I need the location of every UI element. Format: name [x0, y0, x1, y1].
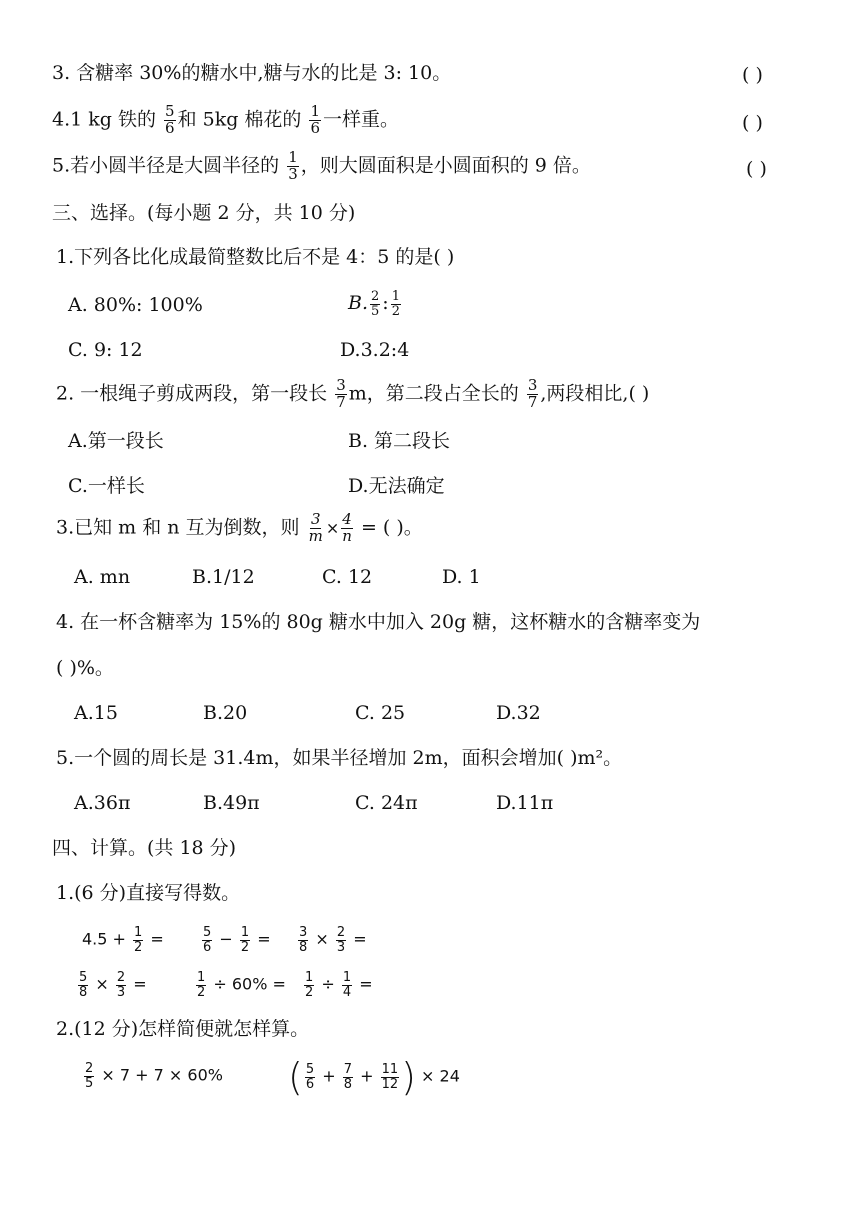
- fraction-1-6: $\frac{1}{6}$: [310, 102, 321, 137]
- choice-q4-stem: 4. 在一杯含糖率为 15%的 80g 糖水中加入 20g 糖，这杯糖水的含糖率变为: [56, 611, 701, 633]
- fraction-5-8: $\frac{5}{8}$: [79, 970, 88, 1000]
- fraction-2-3: $\frac{2}{3}$: [336, 925, 346, 955]
- choice-q2-stem: [56, 378, 649, 411]
- judge-question-5: [52, 150, 591, 183]
- fraction-1-2: $\frac{1}{2}$: [305, 970, 314, 1000]
- fraction-1-2: $\frac{1}{2}$: [134, 925, 143, 955]
- fraction-3-7-b: $\frac{3}{7}$: [527, 376, 538, 411]
- q4-text-c: 一样重。: [323, 108, 400, 131]
- fraction-3-8: $\frac{3}{8}$: [299, 925, 308, 955]
- fraction-5-6: $\frac{5}{6}$: [305, 1061, 315, 1092]
- choice-q4-option-b[interactable]: B.20: [203, 702, 248, 724]
- section-4-title: 四、计算。(共 18 分): [52, 837, 237, 859]
- choice-q4-option-a[interactable]: A.15: [74, 702, 118, 724]
- expr-5[interactable]: $\frac{1}{2}$ ÷ 60% =: [197, 970, 286, 1000]
- expr-7[interactable]: $\frac{2}{5}$ × 7 + 7 × 60%: [85, 1061, 223, 1091]
- fraction-11-12: $\frac{11}{12}$: [381, 1061, 399, 1092]
- choice-q5-option-a[interactable]: A.36π: [74, 792, 131, 814]
- choice-q5-option-d[interactable]: D.11π: [496, 792, 554, 814]
- choice-q1-option-a[interactable]: A. 80%: 100%: [68, 294, 203, 316]
- fraction-1-3: $\frac{1}{3}$: [288, 148, 298, 183]
- fraction-1-4: $\frac{1}{4}$: [342, 970, 352, 1000]
- choice-q1-stem: 1.下列各比化成最简整数比后不是 4：5 的是( ): [56, 246, 455, 268]
- expr-3[interactable]: $\frac{3}{8}$ × $\frac{2}{3}$ =: [299, 925, 367, 955]
- choice-q2-option-a[interactable]: A.第一段长: [68, 430, 164, 452]
- q3-text-a: 3.已知 m 和 n 互为倒数，则: [56, 516, 300, 539]
- right-paren: ): [401, 1055, 416, 1099]
- calc-q1-label: 1.(6 分)直接写得数。: [56, 882, 241, 904]
- choice-q1-option-c[interactable]: C. 9: 12: [68, 339, 143, 361]
- choice-q5-option-c[interactable]: C. 24π: [355, 792, 418, 814]
- choice-q3-option-c[interactable]: C. 12: [322, 566, 373, 588]
- fraction-4-n: $\frac{4}{n}$: [342, 510, 352, 545]
- choice-q5-option-b[interactable]: B.49π: [203, 792, 260, 814]
- times-sign: ×: [325, 518, 340, 538]
- answer-blank-5[interactable]: ( ): [746, 158, 767, 180]
- q5-text-b: ，则大圆面积是小圆面积的 9 倍。: [300, 154, 591, 177]
- section-3-title: 三、选择。(每小题 2 分，共 10 分): [52, 202, 356, 224]
- left-paren: (: [288, 1055, 303, 1099]
- choice-q2-option-c[interactable]: C.一样长: [68, 475, 145, 497]
- q2-text-a: 2. 一根绳子剪成两段，第一段长: [56, 382, 328, 405]
- option-b-label: B.: [348, 292, 369, 315]
- colon: :: [382, 292, 389, 315]
- q5-text-a: 5.若小圆半径是大圆半径的: [52, 154, 280, 177]
- fraction-3-7: $\frac{3}{7}$: [336, 376, 346, 411]
- fraction-3-m: $\frac{3}{m}$: [308, 510, 323, 545]
- fraction-5-6: $\frac{5}{6}$: [165, 102, 175, 137]
- choice-q3-option-b[interactable]: B.1/12: [192, 566, 255, 588]
- expr-4[interactable]: $\frac{5}{8}$ × $\frac{2}{3}$ =: [79, 970, 147, 1000]
- fraction-1-2: $\frac{1}{2}$: [240, 925, 250, 955]
- calc-q2-label: 2.(12 分)怎样简便就怎样算。: [56, 1018, 310, 1040]
- fraction-2-5: $\frac{2}{5}$: [371, 289, 380, 319]
- choice-q4-option-c[interactable]: C. 25: [355, 702, 406, 724]
- q3-text-b: = ( )。: [360, 516, 423, 539]
- fraction-5-6: $\frac{5}{6}$: [203, 925, 212, 955]
- expr-8[interactable]: ( $\frac{5}{6}$ + $\frac{7}{8}$ + $\frac{11}{12}$ ) × 24: [288, 1055, 460, 1099]
- judge-question-4: [52, 104, 399, 137]
- expr-1[interactable]: 4.5 + $\frac{1}{2}$ =: [82, 925, 164, 955]
- q2-text-c: ,两段相比,( ): [540, 382, 650, 405]
- answer-blank-3[interactable]: ( ): [742, 64, 763, 86]
- judge-question-3: 3. 含糖率 30%的糖水中,糖与水的比是 3: 10。: [52, 62, 452, 84]
- fraction-2-3: $\frac{2}{3}$: [116, 970, 126, 1000]
- fraction-1-2: $\frac{1}{2}$: [197, 970, 206, 1000]
- choice-q1-option-d[interactable]: D.3.2:4: [340, 339, 410, 361]
- fraction-2-5: $\frac{2}{5}$: [85, 1061, 94, 1091]
- q4-text-a: 4.1 kg 铁的: [52, 108, 156, 131]
- expr-2[interactable]: $\frac{5}{6}$ − $\frac{1}{2}$ =: [203, 925, 271, 955]
- choice-q3-stem: [56, 512, 423, 545]
- choice-q1-option-b[interactable]: [348, 290, 403, 318]
- expr-6[interactable]: $\frac{1}{2}$ ÷ $\frac{1}{4}$ =: [305, 970, 373, 1000]
- choice-q5-stem: 5.一个圆的周长是 31.4m，如果半径增加 2m，面积会增加( )m²。: [56, 747, 623, 769]
- answer-blank-4[interactable]: ( ): [742, 112, 763, 134]
- choice-q3-option-a[interactable]: A. mn: [74, 566, 131, 588]
- fraction-7-8: $\frac{7}{8}$: [343, 1061, 352, 1092]
- choice-q4-stem-cont: ( )%。: [56, 657, 114, 679]
- choice-q3-option-d[interactable]: D. 1: [442, 566, 481, 588]
- choice-q2-option-b[interactable]: B. 第二段长: [348, 430, 451, 452]
- q2-text-b: m，第二段占全长的: [348, 382, 519, 405]
- fraction-1-2: $\frac{1}{2}$: [391, 289, 400, 319]
- choice-q4-option-d[interactable]: D.32: [496, 702, 541, 724]
- choice-q2-option-d[interactable]: D.无法确定: [348, 475, 445, 497]
- q4-text-b: 和 5kg 棉花的: [177, 108, 302, 131]
